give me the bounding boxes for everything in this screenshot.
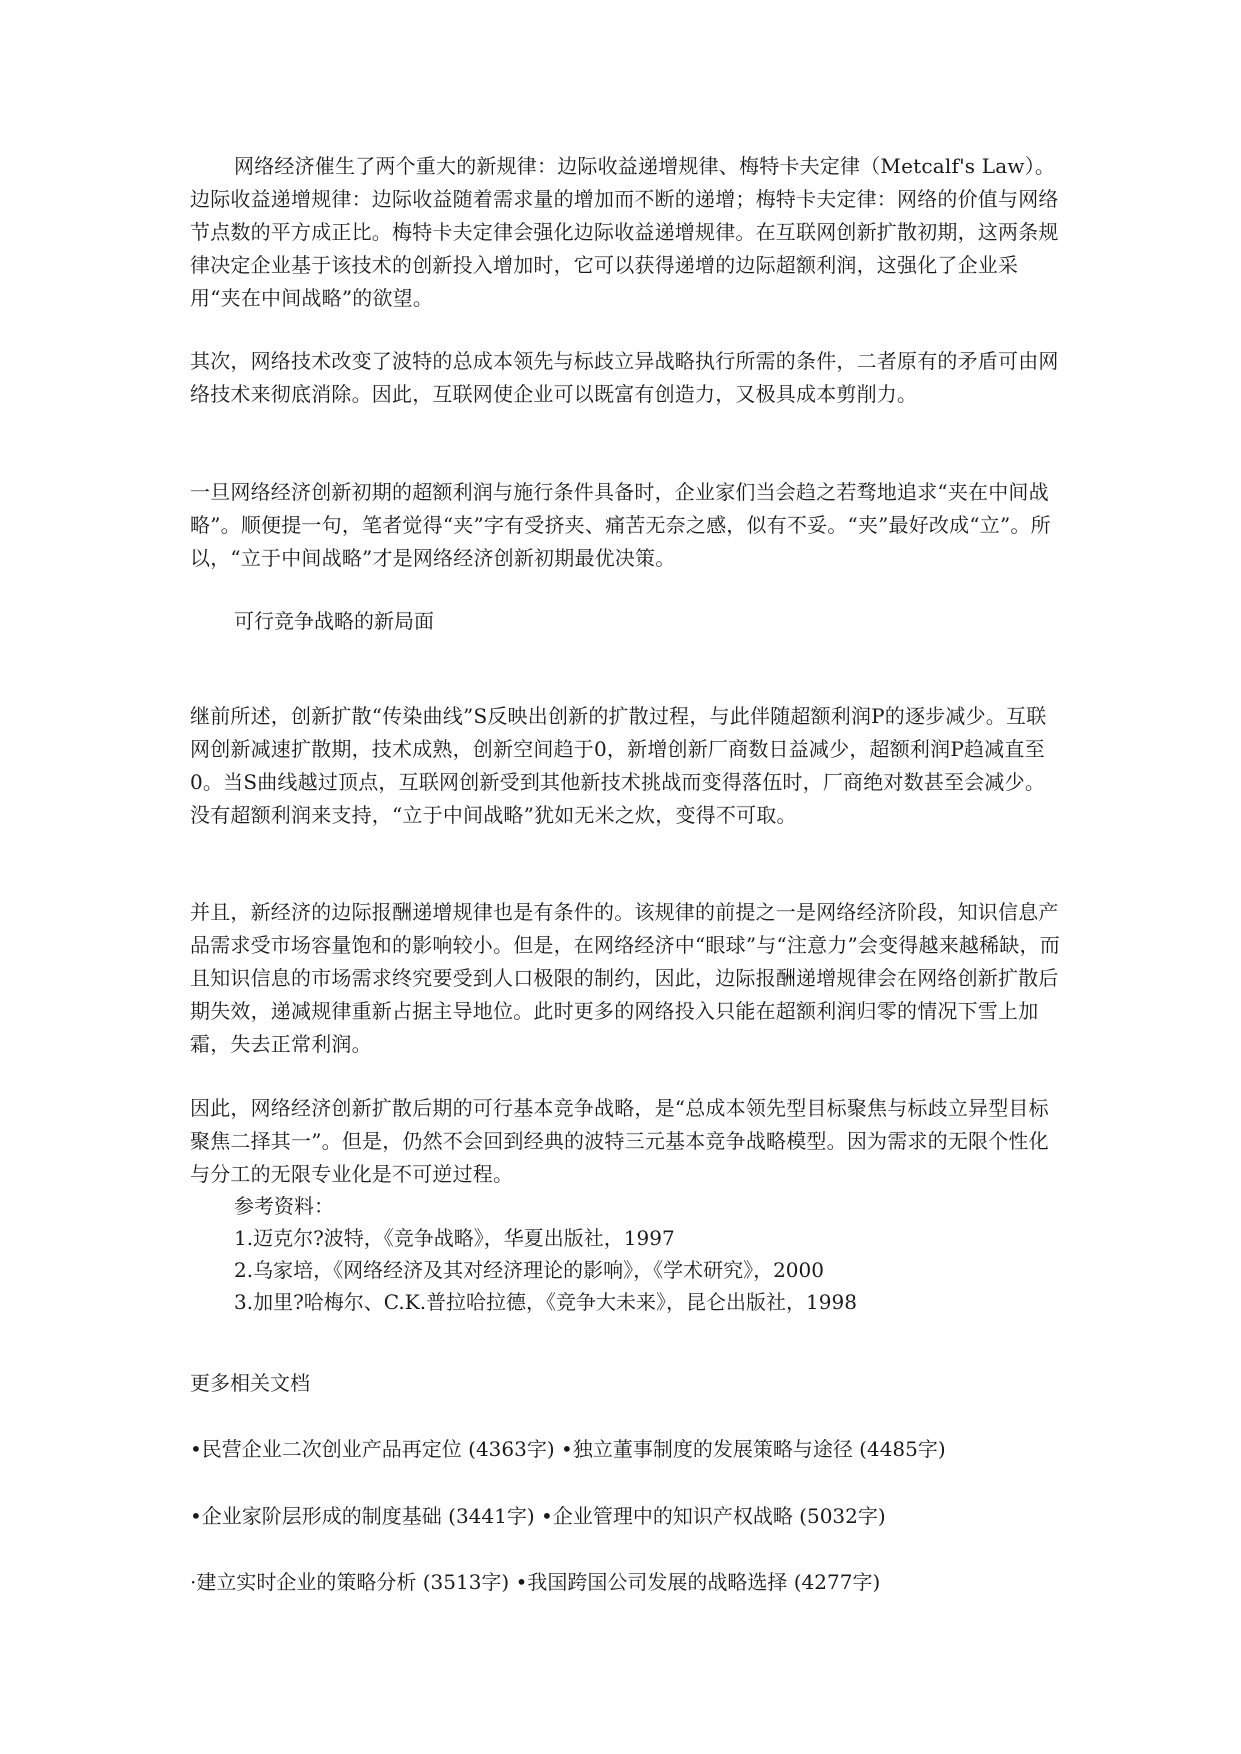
related-doc-link[interactable]: 独立董事制度的发展策略与途径 (4485字) <box>572 1437 946 1461</box>
more-docs-row <box>190 1566 880 1599</box>
more-docs-row <box>190 1433 946 1466</box>
related-doc-link[interactable]: 企业管理中的知识产权战略 (5032字) <box>552 1504 886 1528</box>
related-doc-link[interactable]: 我国跨国公司发展的战略选择 (4277字) <box>527 1570 881 1594</box>
references <box>234 1190 1054 1318</box>
related-doc-link[interactable]: 企业家阶层形成的制度基础 (3441字) <box>201 1504 535 1528</box>
bullet: • <box>515 1570 528 1594</box>
section-heading: 可行竞争战略的新局面 <box>234 609 434 633</box>
paragraph-cost-differentiation: 其次，网络技术改变了波特的总成本领先与标歧立异战略执行所需的条件，二者原有的矛盾可由网络技术来彻底消除。因此，互联网使企业可以既富有创造力，又极具成本剪削力。 <box>190 349 1059 406</box>
related-doc-link[interactable]: 建立实时企业的策略分析 (3513字) <box>196 1570 510 1594</box>
more-docs-row <box>190 1500 886 1533</box>
references-title: 参考资料： <box>234 1194 334 1218</box>
reference-item: 3.加里?哈梅尔、C.K.普拉哈拉德，《竞争大未来》，昆仑出版社，1998 <box>234 1290 857 1314</box>
more-docs-title: 更多相关文档 <box>190 1371 310 1395</box>
bullet: · <box>190 1570 197 1594</box>
paragraph-diffusion-curve: 继前所述，创新扩散“传染曲线”S反映出创新的扩散过程，与此伴随超额利润P的逐步减少。互联网创新减速扩散期，技术成熟，创新空间趋于0，新增创新厂商数日益减少，超额利润P趋减直至0。当S曲线越过顶点，互联网创新受到其他新技术挑战而变得落伍时，厂商绝对数甚至会减少。没有超额利润来支持，“立于中间战略”犹如无米之炊，变得不可取。 <box>190 704 1047 827</box>
bullet: • <box>190 1504 202 1528</box>
bullet: • <box>190 1437 202 1461</box>
paragraph-late-strategy: 因此，网络经济创新扩散后期的可行基本竞争战略，是“总成本领先型目标聚焦与标歧立异型目标聚焦二择其一”。但是，仍然不会回到经典的波特三元基本竞争战略模型。因为需求的无限个性化与分工的无限专业化是不可逆过程。 <box>190 1096 1049 1186</box>
paragraph-network-laws: 网络经济催生了两个重大的新规律：边际收益递增规律、梅特卡夫定律（Metcalf's Law）。边际收益递增规律：边际收益随着需求量的增加而不断的递增；梅特卡夫定律：网络的价值与网络节点数的平方成正比。梅特卡夫定律会强化边际收益递增规律。在互联网创新扩散初期，这两条规律决定企业基于该技术的创新投入增加时，它可以获得递增的边际超额利润，这强化了企业采用“夹在中间战略”的欲望。 <box>190 154 1059 310</box>
paragraph-middle-strategy: 一旦网络经济创新初期的超额利润与施行条件具备时，企业家们当会趋之若骛地追求“夹在中间战略”。顺便提一句，笔者觉得“夹”字有受挤夹、痛苦无奈之感，似有不妥。“夹”最好改成“立”。所以，“立于中间战略”才是网络经济创新初期最优决策。 <box>190 480 1051 570</box>
paragraph-marginal-returns: 并且，新经济的边际报酬递增规律也是有条件的。该规律的前提之一是网络经济阶段，知识信息产品需求受市场容量饱和的影响较小。但是，在网络经济中“眼球”与“注意力”会变得越来越稀缺，而且知识信息的市场需求终究要受到人口极限的制约，因此，边际报酬递增规律会在网络创新扩散后期失效，递减规律重新占据主导地位。此时更多的网络投入只能在超额利润归零的情况下雪上加霜，失去正常利润。 <box>190 900 1060 1056</box>
bullet: • <box>541 1504 553 1528</box>
reference-item: 1.迈克尔?波特，《竞争战略》，华夏出版社，1997 <box>234 1226 675 1250</box>
related-doc-link[interactable]: 民营企业二次创业产品再定位 (4363字) <box>201 1437 555 1461</box>
reference-item: 2.乌家培，《网络经济及其对经济理论的影响》，《学术研究》，2000 <box>234 1258 824 1282</box>
bullet: • <box>561 1437 573 1461</box>
